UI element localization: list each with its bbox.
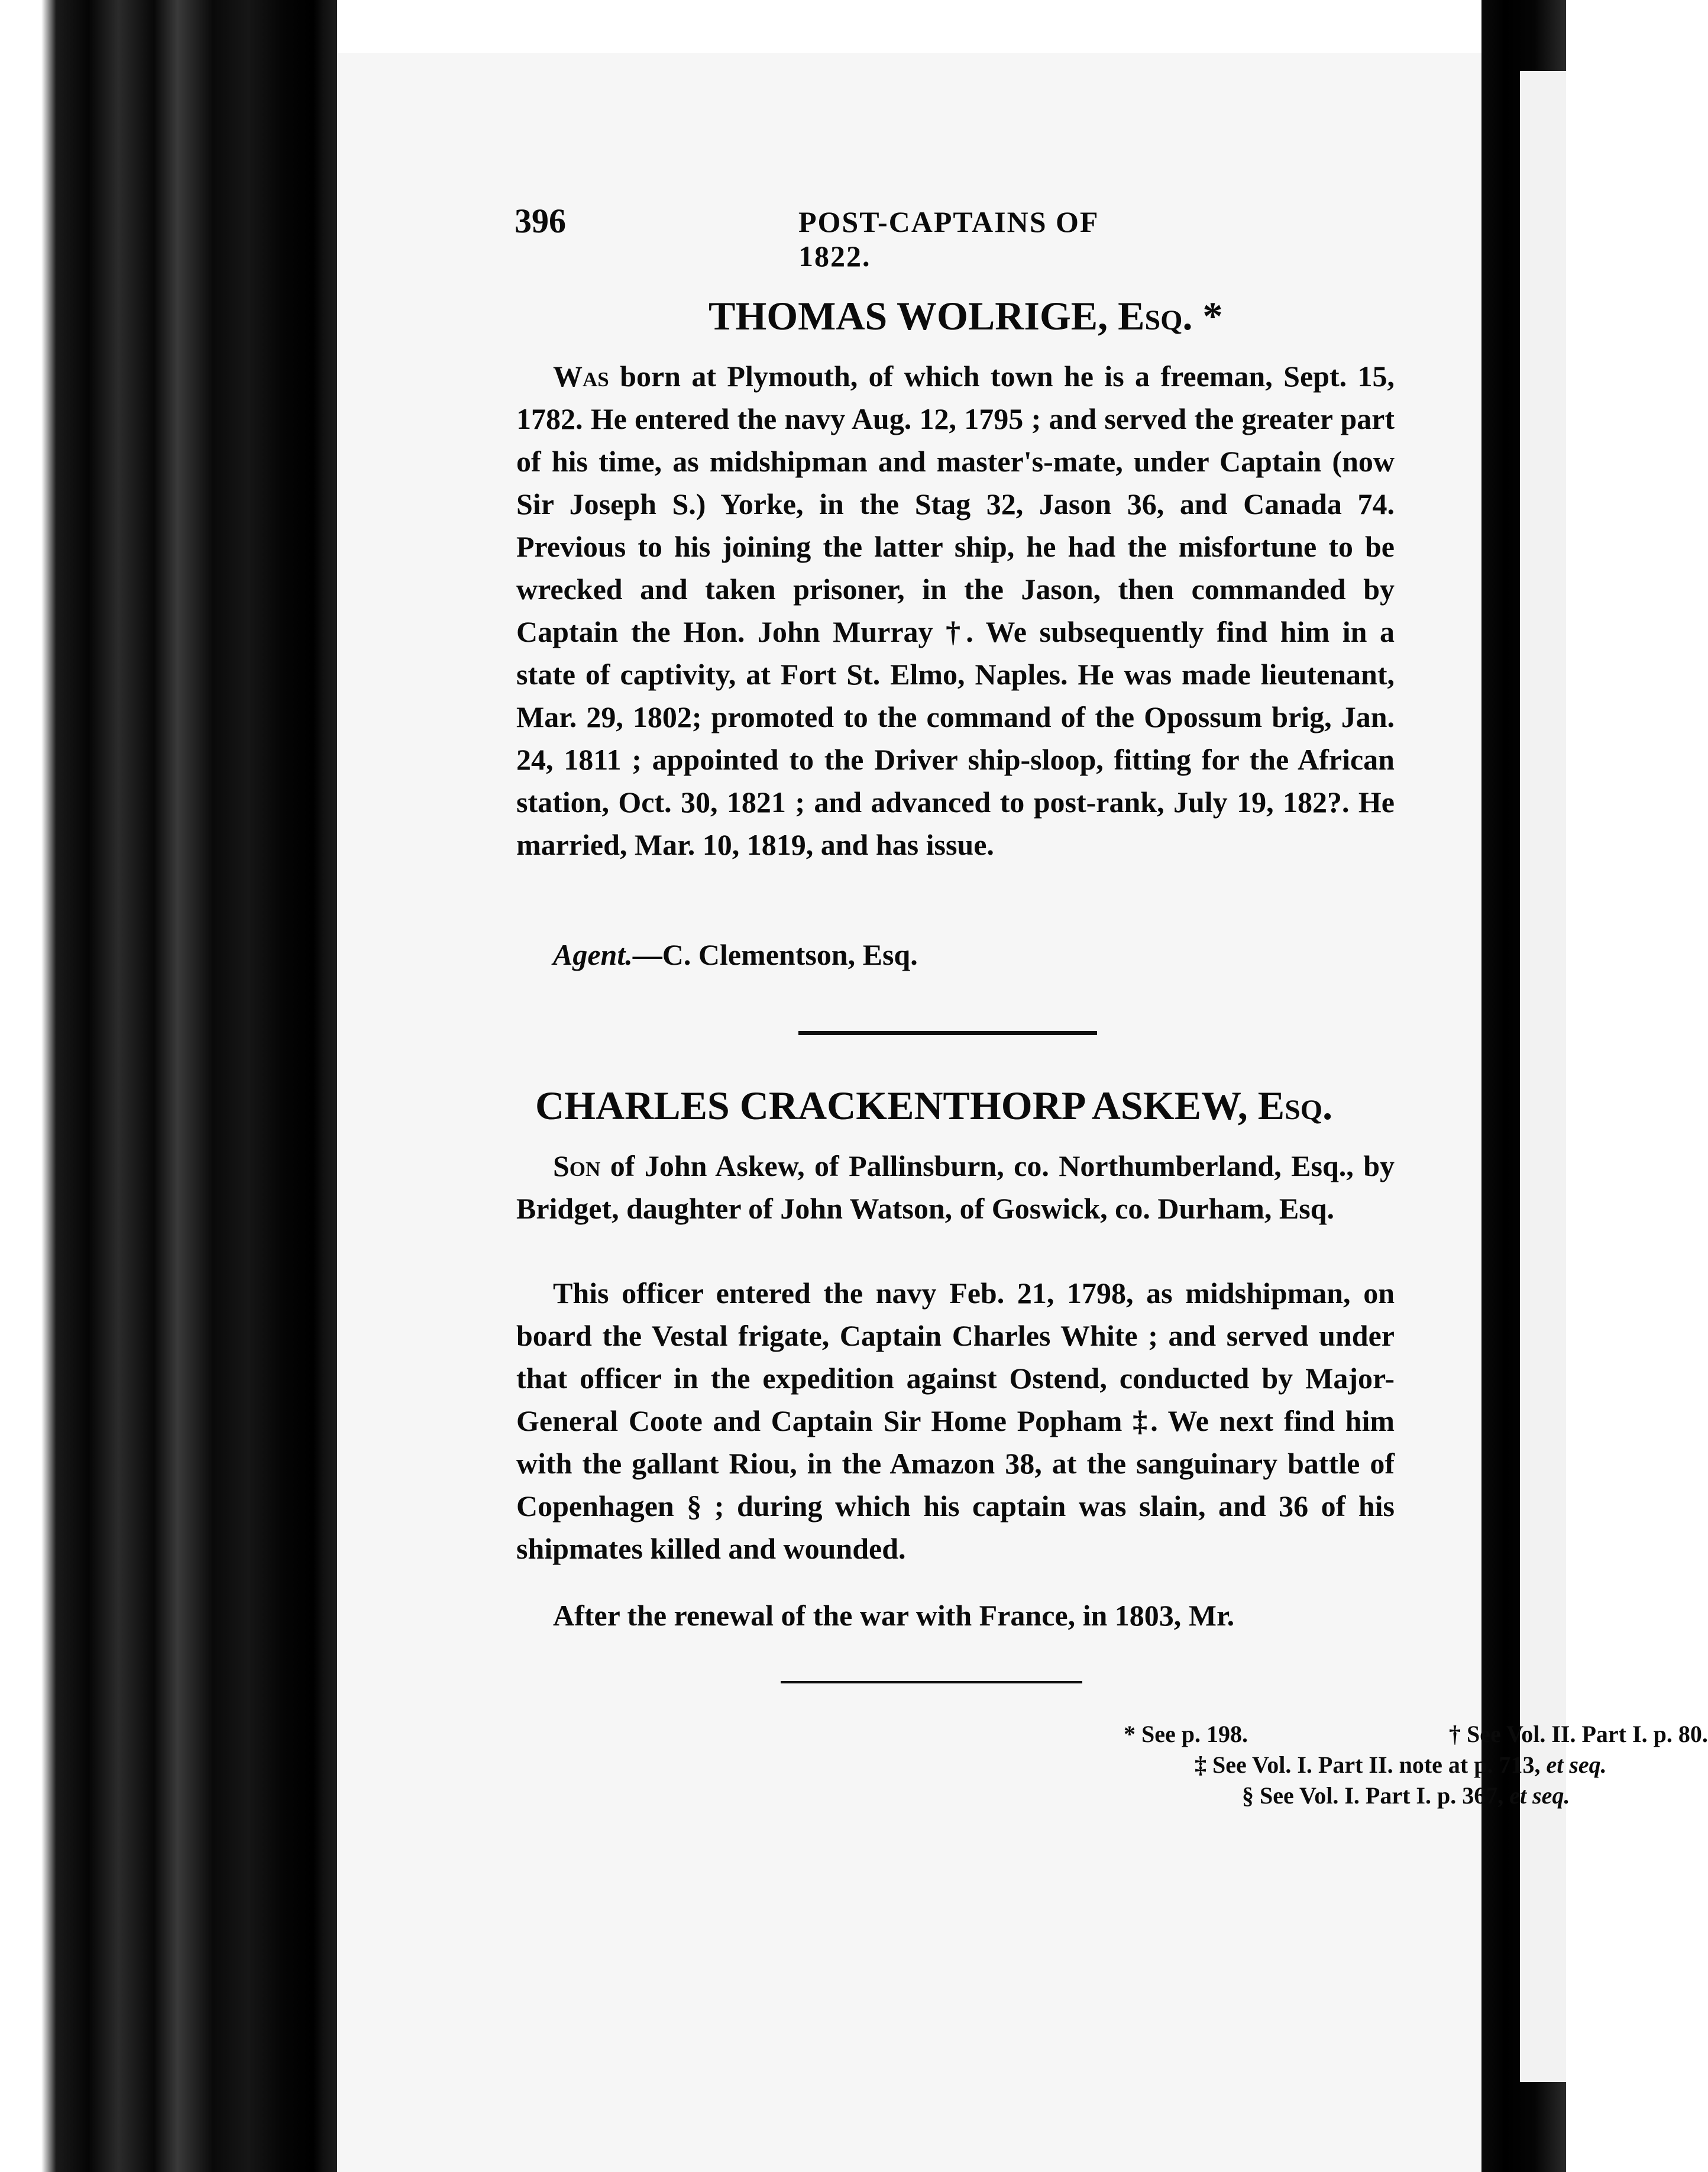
agent-text: —C. Clementson, Esq.: [632, 938, 918, 971]
facing-page-edge: [1520, 71, 1566, 2082]
running-head: [515, 201, 1159, 273]
paragraph-text: After the renewal of the war with France, in 1803, Mr.: [553, 1599, 1235, 1632]
spine-edge: [313, 0, 337, 2172]
footnote-rule: [781, 1681, 1082, 1683]
entry-name: CHARLES CRACKENTHORP ASKEW,: [535, 1083, 1248, 1128]
paragraph-text: born at Plymouth, of which town he is a freeman, Sept. 15, 1782. He entered the navy Aug. 12, 1795 ; and served the greater part of his time, as midshipman and master's-mate, under Captain (now Sir Joseph S.) Yorke, in the Stag 32, Jason 36, and Canada 74. Previous to his joining the latter ship, he had the misfortune to be wrecked and taken prisoner, in the Jason, then commanded by Captain the Hon. John Murray †. We subsequently find him in a state of captivity, at Fort St. Elmo, Naples. He was made lieutenant, Mar. 29, 1802; promoted to the command of the Opossum brig, Jan. 24, 1811 ; appointed to the Driver ship-sloop, fitting for the African station, Oct. 30, 1821 ; and advanced to post-rank, July 19, 182?. He married, Mar. 10, 1819, and has issue.: [516, 360, 1395, 861]
footnote: § See Vol. I. Part I. p. 367, et seq.: [1242, 1782, 1570, 1809]
entry-suffix: Esq. *: [1118, 293, 1223, 338]
page-number: 396: [515, 202, 566, 240]
paragraph-lead: Son: [553, 1149, 601, 1182]
entry-paragraph: [516, 1272, 1395, 1570]
paragraph-lead: Was: [553, 360, 609, 393]
book-spine: [0, 0, 313, 2172]
footnote: ‡ See Vol. I. Part II. note at p. 713, et seq.: [1195, 1751, 1607, 1778]
entry-paragraph: [516, 355, 1395, 866]
entry-heading: [709, 293, 1222, 340]
entry-paragraph: [516, 1594, 1395, 1637]
running-title: POST-CAPTAINS OF 1822.: [798, 205, 1098, 273]
paragraph-text: This officer entered the navy Feb. 21, 1798, as midshipman, on board the Vestal frigate, Captain Charles White ; and served under that officer in the expedition against Ostend, conducted by Major-General Coote and Captain Sir Home Popham ‡. We next find him with the gallant Riou, in the Amazon 38, at the sanguinary battle of Copenhagen § ; during which his captain was slain, and 36 of his shipmates killed and wounded.: [516, 1276, 1395, 1565]
entry-suffix: Esq.: [1257, 1083, 1333, 1128]
section-divider: [798, 1031, 1097, 1035]
agent-label: Agent.: [553, 938, 633, 971]
footnote: * See p. 198.: [1124, 1721, 1248, 1747]
entry-paragraph: [516, 1145, 1395, 1230]
top-margin: [337, 0, 1481, 53]
agent-line: [553, 938, 918, 972]
entry-heading: [535, 1082, 1332, 1129]
paragraph-text: of John Askew, of Pallinsburn, co. Northumberland, Esq., by Bridget, daughter of John Watson, of Goswick, co. Durham, Esq.: [516, 1149, 1395, 1225]
footnote: † See Vol. II. Part I. p. 80.: [1449, 1721, 1708, 1747]
entry-name: THOMAS WOLRIGE,: [709, 293, 1108, 338]
